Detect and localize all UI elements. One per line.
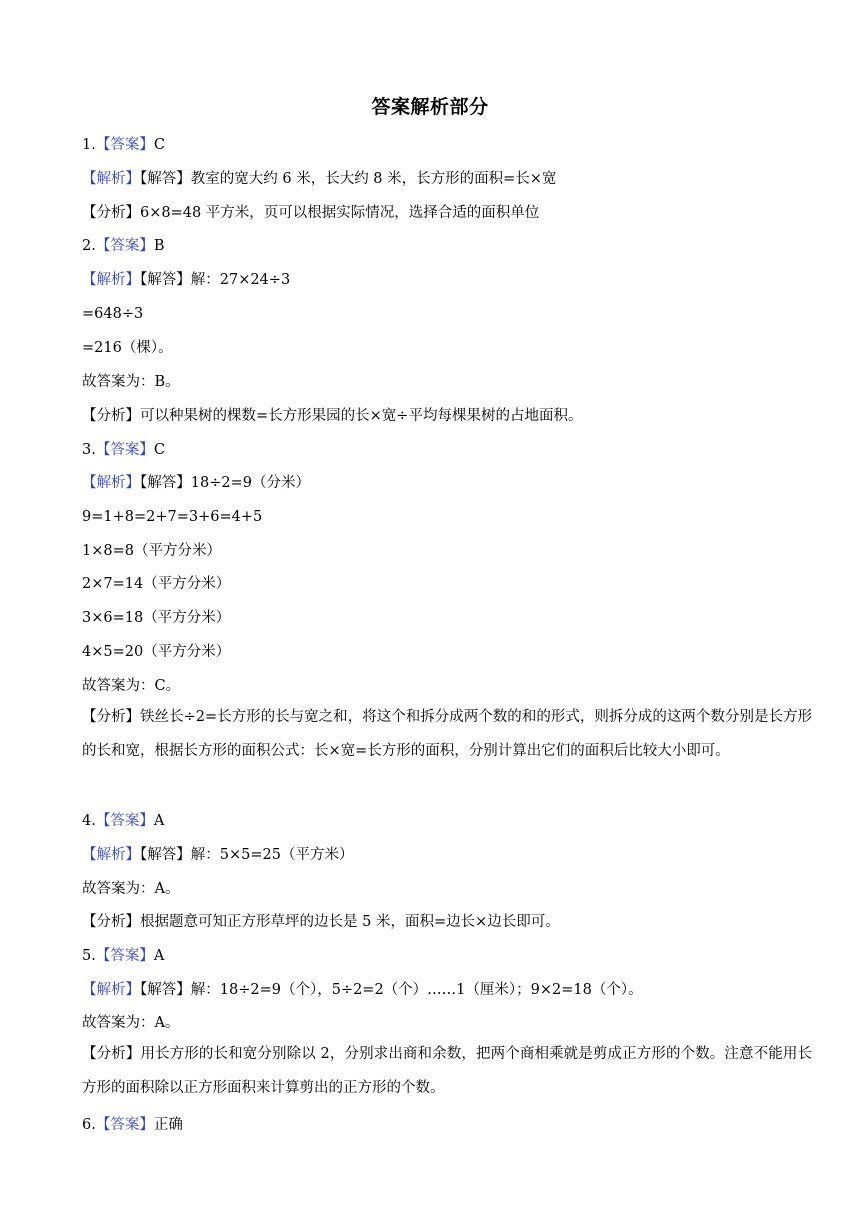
q3-conclusion: 故答案为：C。 [82, 678, 181, 694]
q1-answer-line [82, 135, 812, 155]
q3-step-2: 1×8=8（平方分米） [82, 543, 221, 559]
q4-solution: 解：5×5=25（平方米） [190, 847, 354, 863]
q2-solution-line [82, 270, 812, 290]
answer-label: 【答案】 [95, 137, 154, 153]
q5-answer: A [153, 948, 165, 964]
q2-analysis: 可以种果树的棵数=长方形果园的长×宽÷平均每棵果树的占地面积。 [140, 408, 583, 424]
q3-number: 3. [82, 442, 96, 458]
q2-step-1: =648÷3 [82, 306, 144, 322]
answer-label: 【答案】 [95, 948, 154, 964]
q4-analysis-line [82, 912, 812, 932]
analysis-label: 【分析】 [82, 205, 140, 221]
q4-solution-line [82, 845, 812, 865]
q3-solution-line [82, 473, 812, 493]
solution-label: 【解答】 [140, 847, 191, 863]
q2-solution: 解：27×24÷3 [190, 272, 291, 288]
q3-analysis-paragraph [82, 700, 812, 768]
analysis-tag: 【解析】 [82, 475, 140, 491]
q3-step-4: 3×6=18（平方分米） [82, 610, 231, 626]
analysis-label: 【分析】 [82, 1046, 141, 1062]
q2-analysis-line [82, 406, 812, 426]
q2-number: 2. [82, 238, 96, 254]
q4-answer-line [82, 811, 812, 831]
q3-step-3: 2×7=14（平方分米） [82, 576, 231, 592]
q6-number: 6. [82, 1117, 96, 1133]
answer-label: 【答案】 [95, 238, 154, 254]
q2-conclusion: 故答案为：B。 [82, 374, 180, 390]
q1-solution: 教室的宽大约 6 米，长大约 8 米，长方形的面积=长×宽 [190, 171, 557, 187]
analysis-tag: 【解析】 [82, 982, 140, 998]
solution-label: 【解答】 [140, 982, 191, 998]
solution-label: 【解答】 [140, 475, 191, 491]
q4-conclusion: 故答案为：A。 [82, 881, 180, 897]
analysis-label: 【分析】 [82, 709, 141, 725]
analysis-label: 【分析】 [82, 408, 140, 424]
q4-analysis: 根据题意可知正方形草坪的边长是 5 米，面积=边长×边长即可。 [140, 914, 560, 930]
q6-answer-line [82, 1115, 812, 1135]
page-title: 答案解析部分 [371, 96, 489, 118]
q1-analysis: 6×8=48 平方米，页可以根据实际情况，选择合适的面积单位 [140, 205, 540, 221]
q3-step-1: 9=1+8=2+7=3+6=4+5 [82, 509, 263, 525]
q2-step-2: =216（棵）。 [82, 340, 173, 356]
q5-conclusion: 故答案为：A。 [82, 1015, 180, 1031]
q1-number: 1. [82, 137, 96, 153]
q2-answer-line [82, 236, 812, 256]
answer-label: 【答案】 [95, 813, 154, 829]
q5-solution: 解：18÷2=9（个），5÷2=2（个）……1（厘米）；9×2=18（个）。 [190, 982, 643, 998]
q1-analysis-line [82, 203, 812, 223]
answer-label: 【答案】 [95, 1117, 154, 1133]
q1-answer: C [153, 137, 165, 153]
q1-solution-line [82, 169, 812, 189]
answer-label: 【答案】 [95, 442, 154, 458]
q3-answer-line [82, 440, 812, 460]
analysis-tag: 【解析】 [82, 171, 140, 187]
solution-label: 【解答】 [140, 272, 191, 288]
q5-analysis: 用长方形的长和宽分别除以 2，分别求出商和余数，把两个商相乘就是剪成正方形的个数。注意不能用长方形的面积除以正方形面积来计算剪出的正方形的个数。 [82, 1046, 812, 1096]
q5-analysis-paragraph [82, 1037, 812, 1105]
q3-analysis: 铁丝长÷2=长方形的长与宽之和，将这个和拆分成两个数的和的形式，则拆分成的这两个数分别是长方形的长和宽，根据长方形的面积公式：长×宽=长方形的面积，分别计算出它们的面积后比较大小即可。 [82, 709, 812, 759]
q3-step-5: 4×5=20（平方分米） [82, 644, 231, 660]
q5-number: 5. [82, 948, 96, 964]
q2-answer: B [153, 238, 165, 254]
q5-answer-line [82, 946, 812, 966]
q4-answer: A [153, 813, 165, 829]
analysis-tag: 【解析】 [82, 272, 140, 288]
analysis-label: 【分析】 [82, 914, 140, 930]
analysis-tag: 【解析】 [82, 847, 140, 863]
q3-answer: C [153, 442, 165, 458]
q4-number: 4. [82, 813, 96, 829]
q5-solution-line [82, 980, 812, 1000]
q6-answer: 正确 [153, 1117, 183, 1133]
q3-solution: 18÷2=9（分米） [190, 475, 310, 491]
solution-label: 【解答】 [140, 171, 191, 187]
